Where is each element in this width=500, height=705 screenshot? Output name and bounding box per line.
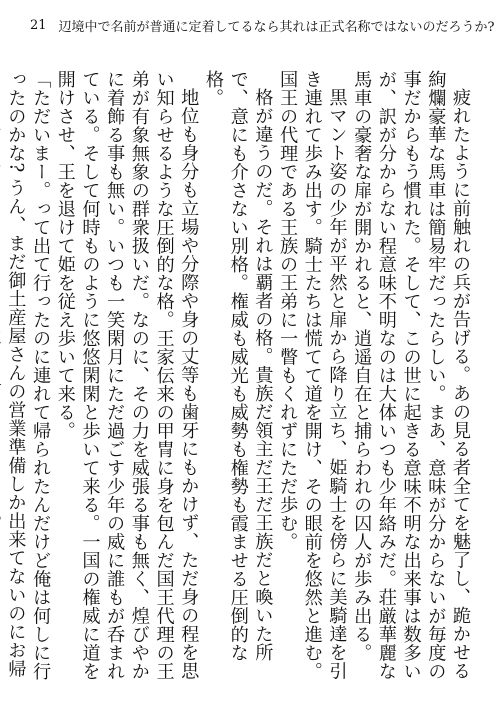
vertical-body-text [5, 70, 472, 690]
paragraph: 地位も身分も立場や分際や身の丈等も歯牙にもかけず、ただ身の程を思い知らせるような圧倒的な格。王家伝来の甲冑に身を包んだ国王代理の王弟が有象無象の群衆扱いだ。なのに、その力を威張る事も無く、煌びやかに着飾る事も無い。いつも一笑閑月にただ過ごす少年の威に誰もが呑まれている。そして何時ものように悠悠閑閑と歩いて来る。一国の権威に道を開けさせ、王を退けて姫を従え歩いて来る。 [54, 70, 200, 681]
running-title: 辺境中で名前が普通に定着してるなら其れは正式名称ではないのだろうか? [58, 19, 495, 35]
page-number: 21 [30, 17, 47, 33]
paragraph: 格が違うのだ。それは覇者の格。貴族だ領主だ王だ王族だと喚いた所で、意にも介さない別格。権威も威光も威勢も権勢も霞ませる圧倒的な格。 [202, 70, 274, 662]
dialogue-paragraph: 「ただいまー。って出て行ったのに連れて帰られたんだけど俺は何しに行ったのかな? うん、まだ御土産屋さんの営業準備しか出来てないのにお帰 [5, 70, 52, 681]
paragraph: 疲れたように前触れの兵が告げる。あの見る者全てを魅了し、跪かせる絢爛豪華な馬車は簡易牢だったらしい。まあ、意味が分からないが毎度の事だからもう慣れた。そして、この世に起きる意味不明な出来事は数多いが、訳が分からない程意味不明なのは大体いつも少年絡みだ。荘厳華麗な馬車の豪奢な扉が開かれると、逍遥自在と捕らわれの囚人が歩み出る。 [351, 70, 471, 681]
paragraph: 黒マント姿の少年が平然と扉から降り立ち、姫騎士を傍らに美騎達を引き連れて歩み出す。騎士たちは慌てて道を開け、その眼前を悠然と進む。国王の代理である王族の王弟に一瞥もくれずにただ歩む。 [277, 70, 348, 681]
page-header [30, 14, 495, 36]
